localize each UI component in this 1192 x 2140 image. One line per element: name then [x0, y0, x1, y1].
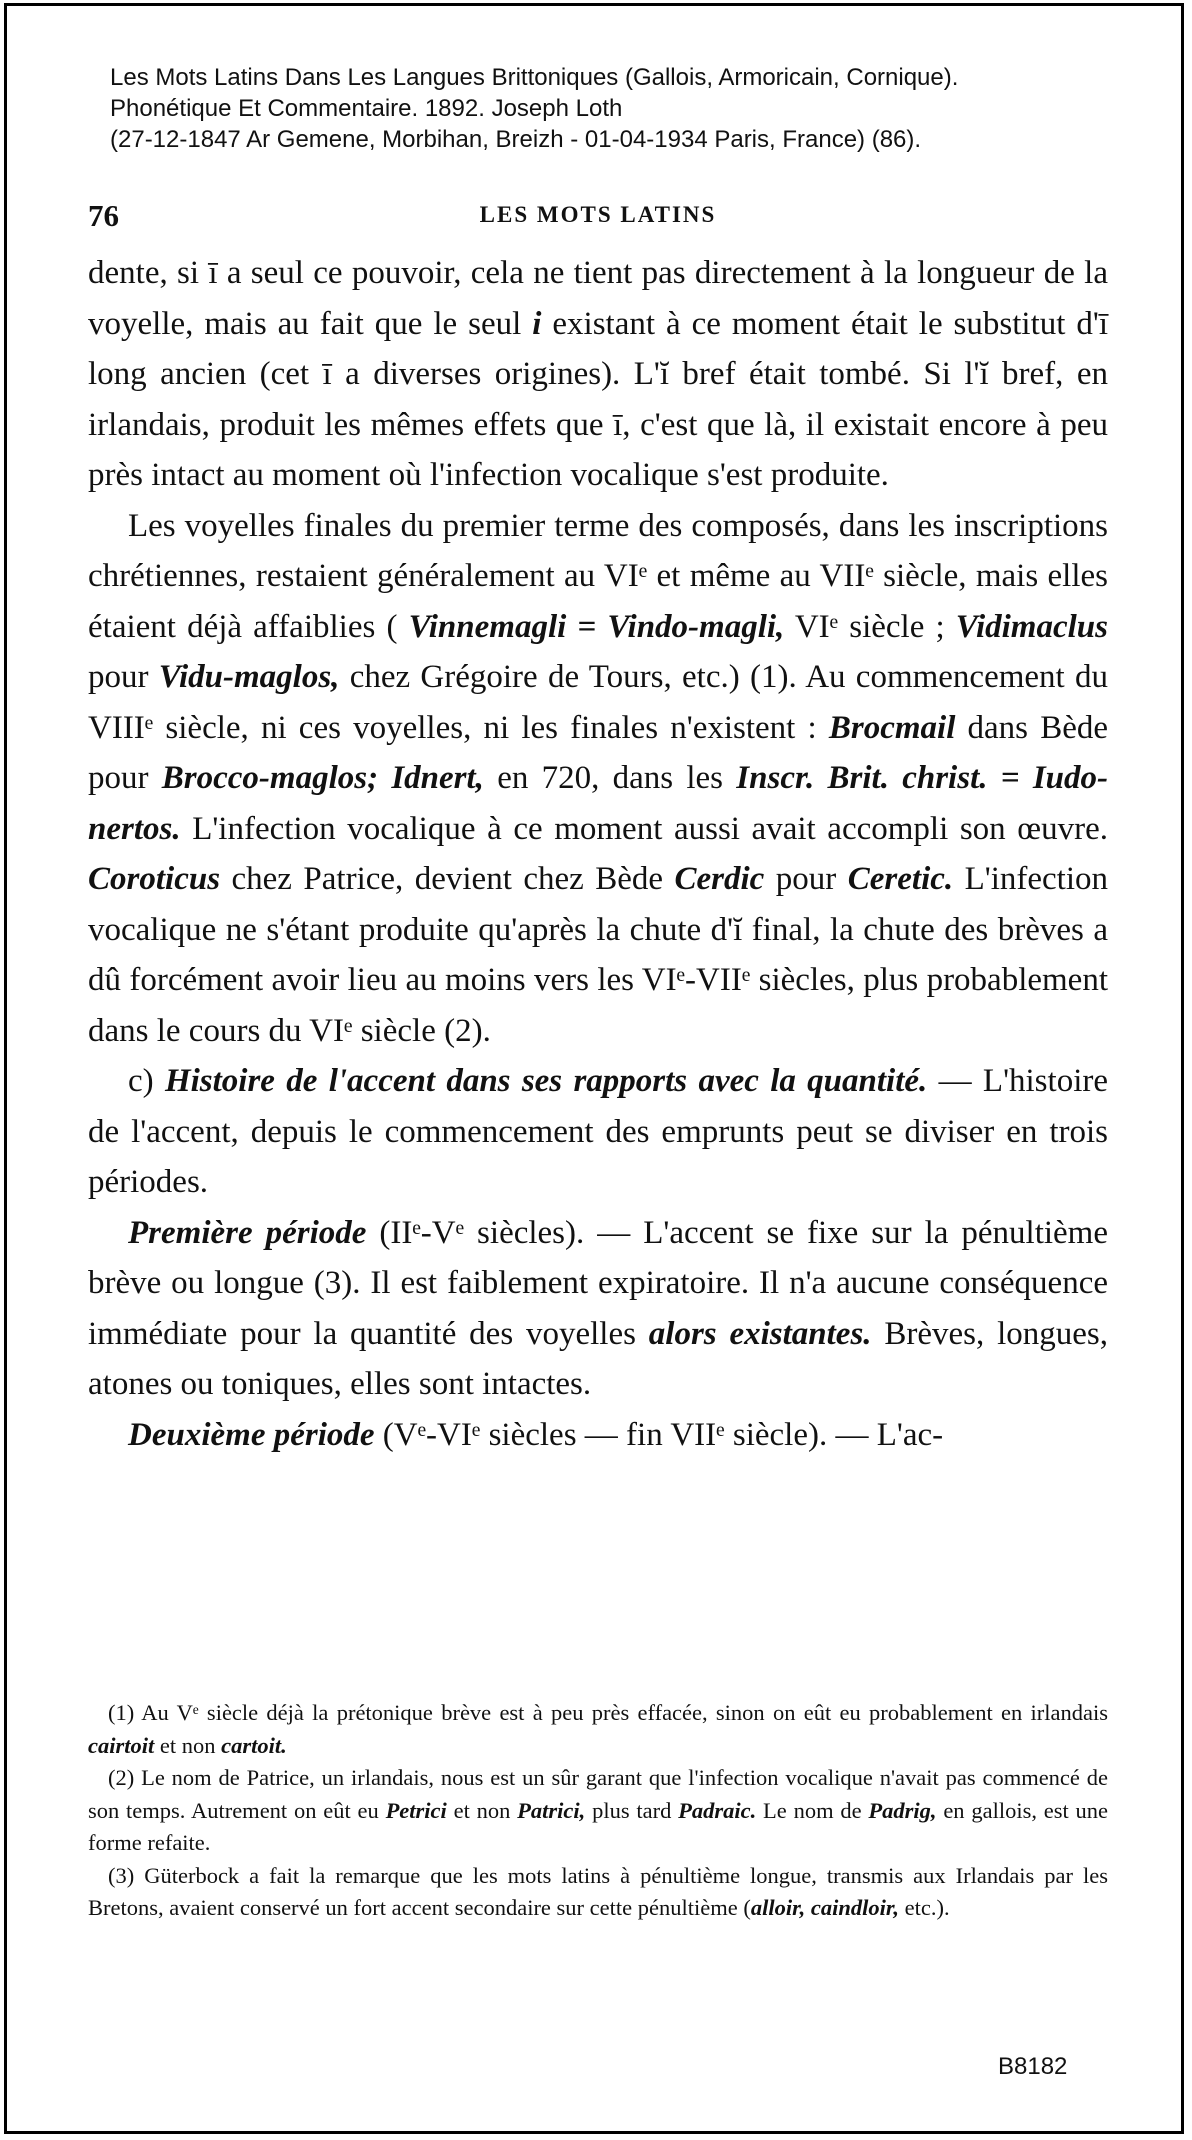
- fn2-italic-h: Padrig,: [868, 1797, 937, 1823]
- fn2-text-g: Le nom de: [756, 1797, 869, 1823]
- p3-text-a: c): [128, 1063, 165, 1099]
- fn2-italic-d: Patrici,: [517, 1797, 586, 1823]
- p2-text-q: pour: [764, 861, 848, 897]
- p2-italic-d: Vidimaclus: [955, 608, 1108, 645]
- p2-italic-j: Brocco-maglos; Idnert,: [161, 760, 484, 796]
- p2-italic-b: Vinnemagli = Vindo-magli,: [408, 608, 785, 645]
- p2-italic-p: Cerdic: [674, 861, 765, 897]
- p4-text-d: Brèves, longues, atones ou toniques, elles sont intactes.: [88, 1315, 1108, 1402]
- header-line-3: (27-12-1847 Ar Gemene, Morbihan, Breizh - 01-04-1934 Paris, France) (86).: [110, 126, 922, 153]
- p3-italic-b: Histoire de l'accent dans ses rapports avec la quantité.: [164, 1063, 928, 1099]
- running-head: [88, 198, 1108, 238]
- p4-italic-a: Première période: [128, 1214, 367, 1251]
- header-line-1: Les Mots Latins Dans Les Langues Brittoniques (Gallois, Armoricain, Cornique).: [110, 64, 959, 91]
- header-line-2: Phonétique Et Commentaire. 1892. Joseph Loth: [110, 95, 623, 122]
- p2-text-m: L'infection vocalique à ce moment aussi avait accompli son œuvre.: [180, 810, 1108, 847]
- paragraph-5: [88, 1410, 1108, 1461]
- fn2-text-a: (2) Le nom de Patrice, un irlandais, nous est un sûr garant que l'infection vocalique n'avait pas commencé de son temps. Autrement on eût eu: [88, 1765, 1108, 1823]
- p2-text-e: pour: [88, 659, 159, 695]
- fn3-italic-b: alloir, caindloir,: [750, 1895, 900, 1920]
- fn2-text-c: et non: [446, 1797, 518, 1823]
- paragraph-4: [88, 1208, 1108, 1410]
- p1-italic-b: i: [532, 305, 542, 342]
- p2-italic-n: Coroticus: [88, 861, 221, 897]
- p2-text-a: Les voyelles finales du premier terme des composés, dans les inscriptions chrétiennes, restaient généralement au VIᵉ et même au VIIᵉ siècle, mais elles étaient déjà affaiblies (: [88, 507, 1108, 645]
- p2-italic-l: Inscr. Brit. christ. = Iudo-nertos.: [88, 760, 1108, 847]
- fn3-text-a: (3) Güterbock a fait la remarque que les mots latins à pénultième longue, transmis aux Irlandais par les Bretons, avaient conservé un fort accent secondaire sur cette pénultième (: [88, 1862, 1108, 1920]
- p2-text-i: dans Bède pour: [88, 709, 1108, 796]
- page-number: 76: [88, 198, 119, 233]
- p2-text-s: L'infection vocalique ne s'étant produite qu'après la chute d'ĭ final, la chute des brèves a dû forcément avoir lieu au moins vers les VIᵉ-VIIᵉ siècles, plus probablement dans le cours du VIᵉ siècle (2).: [88, 861, 1108, 1049]
- fn1-text-c: et non: [154, 1732, 222, 1758]
- p2-text-o: chez Patrice, devient chez Bède: [220, 861, 675, 897]
- catalog-header: [110, 62, 1110, 155]
- fn2-italic-f: Padraic.: [678, 1797, 757, 1823]
- p3-text-c: — L'histoire de l'accent, depuis le commencement des emprunts peut se diviser en trois périodes.: [88, 1063, 1108, 1200]
- running-title: LES MOTS LATINS: [479, 202, 717, 227]
- p1-text-a: dente, si ī a seul ce pouvoir, cela ne tient pas directement à la longueur de la voyelle, mais au fait que le seul: [88, 255, 1108, 342]
- fn1-italic-b: cairtoit: [88, 1732, 155, 1758]
- fn2-text-e: plus tard: [585, 1797, 679, 1823]
- body-text: [88, 248, 1108, 1460]
- footnote-3: [88, 1860, 1108, 1925]
- footnote-1: [88, 1697, 1108, 1762]
- p4-text-b: (IIᵉ-Vᵉ siècles). — L'accent se fixe sur la pénultième brève ou longue (3). Il est faiblement expiratoire. Il n'a aucune conséquence immédiate pour la quantité des voyelles: [88, 1214, 1108, 1352]
- fn1-italic-d: cartoit.: [221, 1732, 287, 1758]
- fn3-text-c: etc.).: [899, 1895, 950, 1920]
- p5-italic-a: Deuxième période: [128, 1416, 375, 1453]
- p2-italic-h: Brocmail: [828, 709, 956, 746]
- fn1-text-a: (1) Au Vᵉ siècle déjà la prétonique brève est à peu près effacée, sinon on eût eu probablement en irlandais: [108, 1700, 1108, 1725]
- p5-text-b: (Vᵉ-VIᵉ siècles — fin VIIᵉ siècle). — L'ac-: [374, 1416, 944, 1453]
- fn2-italic-b: Petrici: [385, 1797, 447, 1823]
- footnotes: [88, 1697, 1108, 1925]
- p2-text-g: chez Grégoire de Tours, etc.) (1). Au commencement du VIIIᵉ siècle, ni ces voyelles, ni les finales n'existent :: [88, 659, 1108, 746]
- paragraph-3: [88, 1056, 1108, 1208]
- fn2-text-i: en gallois, est une forme refaite.: [88, 1797, 1109, 1855]
- catalog-code: B8182: [998, 2053, 1068, 2080]
- p2-italic-f: Vidu-maglos,: [158, 659, 340, 695]
- p2-text-k: en 720, dans les: [483, 760, 737, 796]
- p2-italic-r: Ceretic.: [847, 861, 954, 897]
- p2-text-c: VIᵉ siècle ;: [784, 608, 956, 645]
- footnote-2: [88, 1762, 1108, 1860]
- paragraph-1: [88, 248, 1108, 501]
- paragraph-2: [88, 501, 1108, 1057]
- p4-italic-c: alors existantes.: [648, 1315, 872, 1352]
- p1-text-c: existant à ce moment était le substitut d'ī long ancien (cet ī a diverses origines). L'ĭ bref était tombé. Si l'ĭ bref, en irlandais, produit les mêmes effets que ī, c'est que là, il existait encore à peu près intact au moment où l'infection vocalique s'est produite.: [88, 305, 1109, 493]
